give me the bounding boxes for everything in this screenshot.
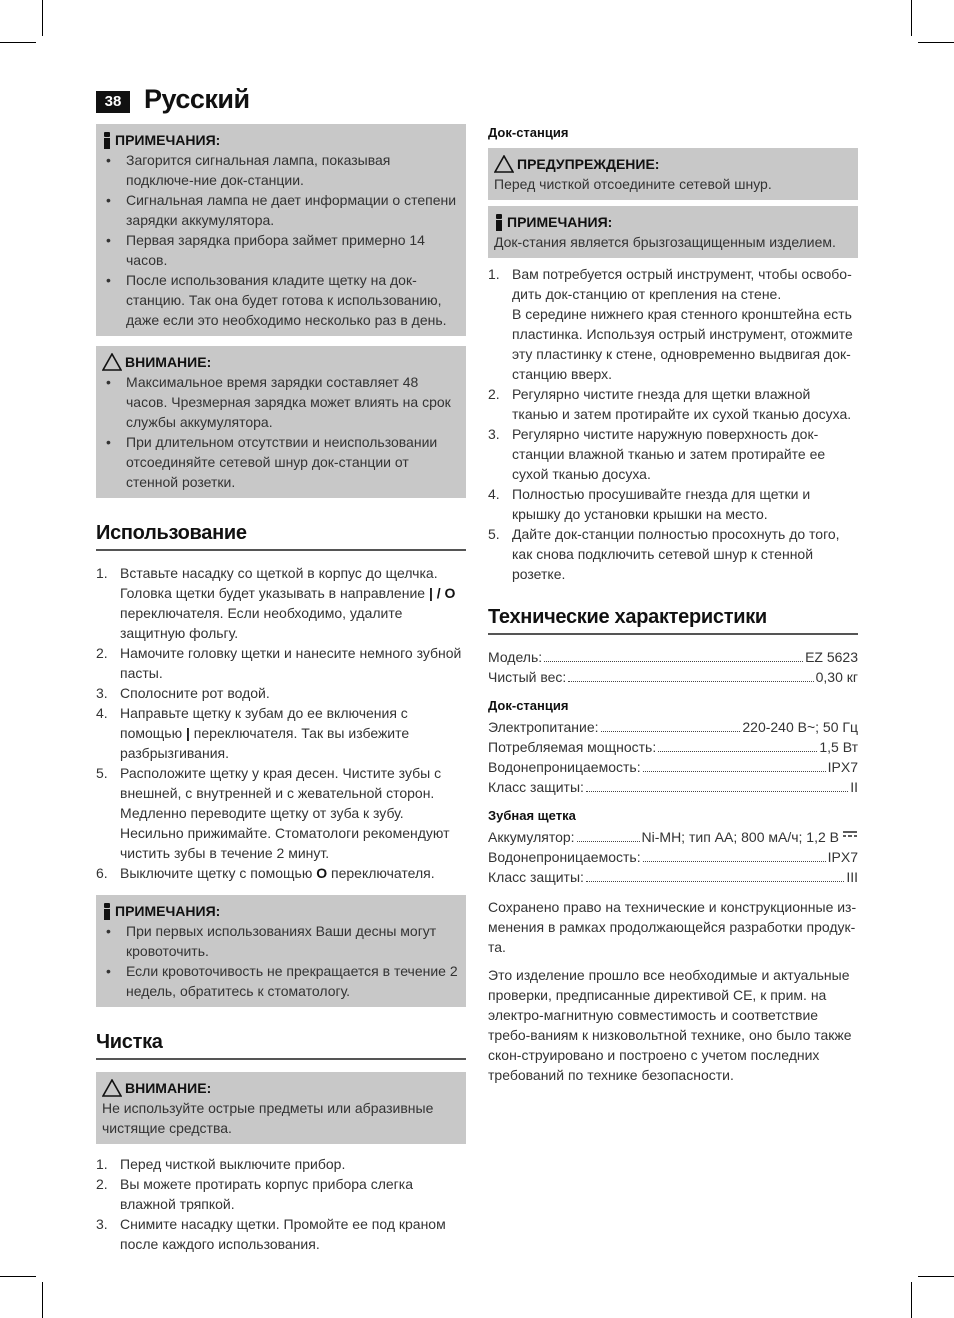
section-heading-usage: Использование <box>96 522 466 551</box>
warning-text: Перед чисткой отсоедините сетевой шнур. <box>494 176 772 192</box>
left-column <box>96 124 466 1266</box>
list-item: • Сигнальная лампа не дает информации о степени зарядки аккумулятора. <box>102 190 460 230</box>
note-title: ПРИМЕЧАНИЯ: <box>115 132 221 148</box>
spec-row: Модель: EZ 5623 <box>488 649 858 665</box>
usage-steps <box>96 563 466 883</box>
crop-mark <box>0 42 36 43</box>
crop-mark <box>918 42 954 43</box>
spec-row: Класс защиты: II <box>488 779 858 795</box>
caution-box <box>96 1072 466 1144</box>
dc-symbol-icon <box>842 827 858 841</box>
subheading-dock-specs: Док-станция <box>488 698 569 713</box>
page-title: Русский <box>144 84 250 114</box>
cleaning-steps <box>96 1154 466 1254</box>
list-item: 2. Вы можете протирать корпус прибора слегка влажной тряпкой. <box>96 1176 414 1212</box>
spec-row: Водонепроницаемость: IPX7 <box>488 849 858 865</box>
list-item: 2. Регулярно чистите гнезда для щетки влажной тканью и затем протирайте их сухой тканью досуха. <box>488 386 852 422</box>
note-title: ПРИМЕЧАНИЯ: <box>115 903 221 919</box>
note-title: ПРИМЕЧАНИЯ: <box>507 214 613 230</box>
info-icon <box>102 903 112 920</box>
spec-row: Водонепроницаемость: IPX7 <box>488 759 858 775</box>
page-number: 38 <box>96 91 130 113</box>
list-item: 1. Вставьте насадку со щеткой в корпус до щелчка. Головка щетки будет указывать в направление | / O переключателя. Если необходимо, удалите защитную фольгу. <box>96 565 456 641</box>
note-box <box>96 895 466 1007</box>
warning-icon <box>494 155 514 173</box>
list-item: • Первая зарядка прибора займет примерно 14 часов. <box>102 230 460 270</box>
caution-title: ВНИМАНИЕ: <box>125 354 212 370</box>
info-icon <box>102 132 112 149</box>
caution-text: Не используйте острые предметы или абразивные чистящие средства. <box>102 1100 434 1136</box>
section-heading-cleaning: Чистка <box>96 1031 466 1060</box>
list-item: 3. Регулярно чистите наружную поверхность док-станции влажной тканью и затем протирайте ее сухой тканью досуха. <box>488 426 826 482</box>
warning-icon <box>102 353 122 371</box>
crop-mark <box>42 0 43 36</box>
crop-mark <box>911 0 912 36</box>
right-column <box>488 124 858 1093</box>
spec-row: Чистый вес: 0,30 кг <box>488 669 858 685</box>
note-box <box>488 206 858 258</box>
warning-title: ПРЕДУПРЕЖДЕНИЕ: <box>517 156 660 172</box>
subheading-dock: Док-станция <box>488 125 569 140</box>
crop-mark <box>918 1276 954 1277</box>
list-item: 1. Перед чисткой выключите прибор. <box>96 1156 346 1172</box>
list-item: • Если кровоточивость не прекращается в течение 2 недель, обратитесь к стоматологу. <box>102 961 460 1001</box>
caution-box <box>96 346 466 498</box>
dock-cleaning-steps <box>488 264 858 584</box>
spec-row: Аккумулятор: Ni-MH; тип AA; 800 мА/ч; 1,2 В <box>488 827 858 847</box>
list-item: 4. Полностью просушивайте гнезда для щетки и крышку до установки крышки на место. <box>488 486 811 522</box>
list-item: 1. Вам потребуется острый инструмент, чтобы освобо-дить док-станцию от крепления на стене. В середине нижнего края стенного кронштейна есть пластинка. Используя острый инструмент, отожмите эту пластинку к стене, одновременно выдвигая док-станцию вверх. <box>488 266 853 382</box>
info-icon <box>494 214 504 231</box>
warning-icon <box>102 1079 122 1097</box>
caution-title: ВНИМАНИЕ: <box>125 1080 212 1096</box>
paragraph: Это изделение прошло все необходимые и актуальные проверки, предписанные директивой CE, к прим. на электро-магнитную совместимость и соответствие требо-ваниям к низковольтной технике, оно было также скон-струировано и построено с учетом последних требований по технике безопасности. <box>488 967 852 1083</box>
list-item: 4. Направьте щетку к зубам до ее включения с помощью | переключателя. Так вы избежите разбрызгивания. <box>96 705 410 761</box>
warning-box <box>488 148 858 200</box>
subheading-brush-specs: Зубная щетка <box>488 808 576 823</box>
list-item: • При первых использованиях Ваши десны могут кровоточить. <box>102 921 460 961</box>
list-item: 6. Выключите щетку с помощью O переключателя. <box>96 865 435 881</box>
spec-row: Потребляемая мощность: 1,5 Вт <box>488 739 858 755</box>
list-item: 3. Снимите насадку щетки. Промойте ее под краном после каждого использования. <box>96 1216 446 1252</box>
list-item: • После использования кладите щетку на док-станцию. Так она будет готова к использованию, даже если это необходимо несколько раз в день. <box>102 270 460 330</box>
paragraph: Сохранено право на технические и конструкционные из-менения в рамках продолжающейся разработки продук-та. <box>488 899 857 955</box>
list-item: 3. Сполосните рот водой. <box>96 685 270 701</box>
crop-mark <box>0 1276 36 1277</box>
spec-row: Класс защиты: III <box>488 869 858 885</box>
list-item: • Загорится сигнальная лампа, показывая подключе-ние док-станции. <box>102 150 460 190</box>
list-item: • Максимальное время зарядки составляет 48 часов. Чрезмерная зарядка может влиять на срок службы аккумулятора. <box>102 372 460 432</box>
list-item: 2. Намочите головку щетки и нанесите немного зубной пасты. <box>96 645 462 681</box>
note-box <box>96 124 466 336</box>
spec-row: Электропитание: 220-240 В~; 50 Гц <box>488 719 858 735</box>
section-heading-tech: Технические характеристики <box>488 606 858 635</box>
list-item: • При длительном отсутствии и неиспользовании отсоединяйте сетевой шнур док-станции от стенной розетки. <box>102 432 460 492</box>
list-item: 5. Расположите щетку у края десен. Чистите зубы с внешней, с внутренней и с жевательной сторон. Медленно переводите щетку от зуба к зубу. Несильно прижимайте. Стоматологи рекомендуют чистить зубы в течение 2 минут. <box>96 765 450 861</box>
crop-mark <box>42 1282 43 1318</box>
note-text: Док-стания является брызгозащищенным изделием. <box>494 234 836 250</box>
list-item: 5. Дайте док-станции полностью просохнуть до того, как снова подключить сетевой шнур к стенной розетке. <box>488 526 840 582</box>
crop-mark <box>911 1282 912 1318</box>
